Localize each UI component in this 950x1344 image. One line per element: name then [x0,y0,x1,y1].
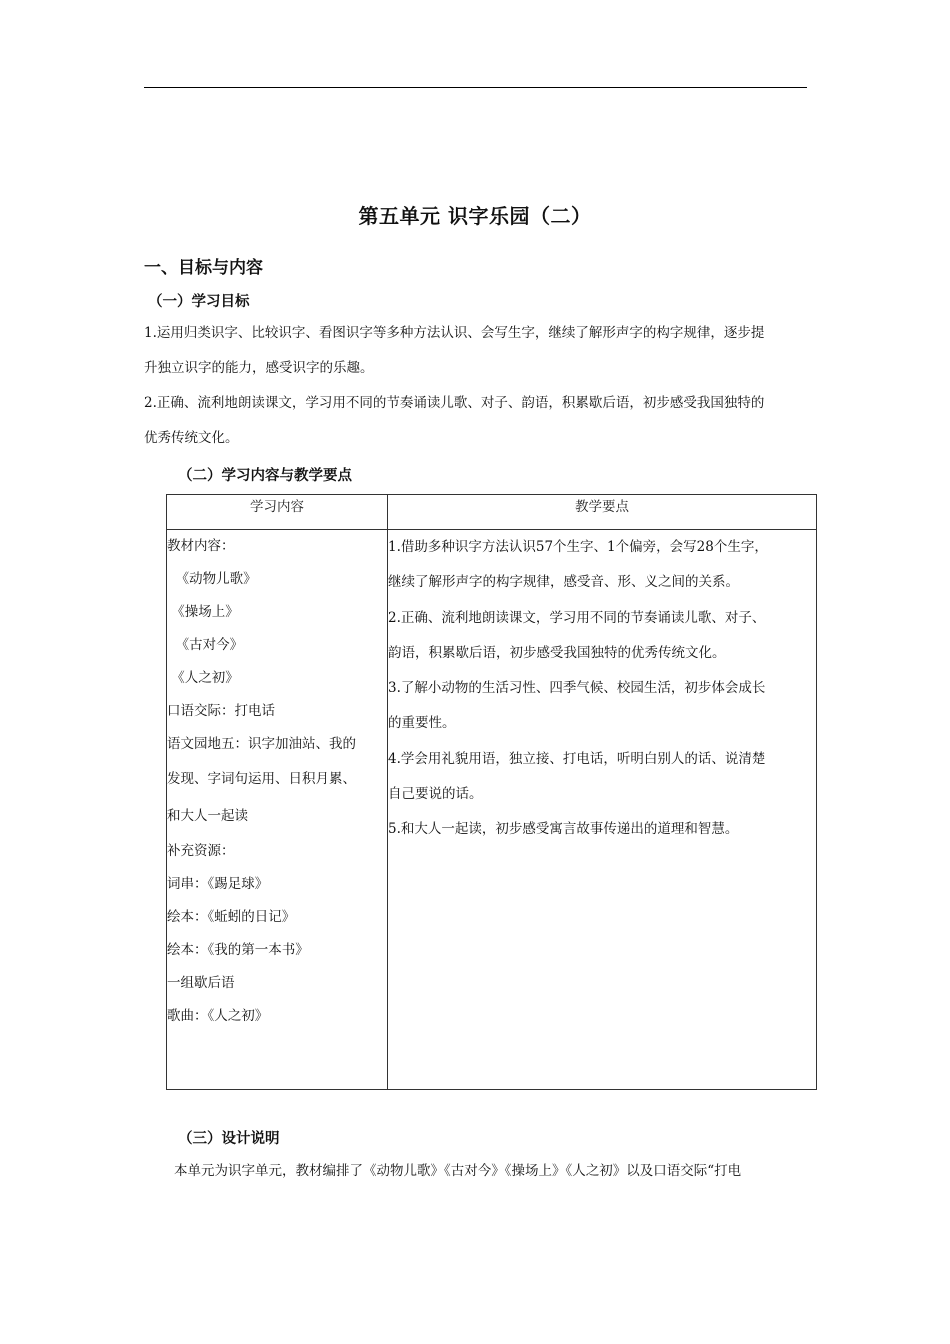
subheading-design-notes: （三）设计说明 [178,1131,280,1147]
goal-1 [144,316,809,386]
point-line: 继续了解形声字的构字规律，感受音、形、义之间的关系。 [388,574,739,591]
point-line: 3.了解小动物的生活习性、四季气候、校园生活，初步体会成长 [388,680,766,697]
content-line: 歌曲：《人之初》 [167,1008,269,1024]
content-line: 《人之初》 [167,670,239,686]
subheading-learning-goals: （一）学习目标 [148,294,250,310]
content-line: 绘本：《我的第一本书》 [167,942,309,958]
point-line: 4.学会用礼貌用语，独立接、打电话，听明白别人的话、说清楚 [388,750,766,767]
content-line: 《操场上》 [167,604,239,620]
content-line: 《古对今》 [167,637,244,653]
content-line: 绘本：《蚯蚓的日记》 [167,909,296,925]
content-line: 教材内容： [167,538,235,554]
content-line: 口语交际：打电话 [167,703,275,719]
table-header-row [167,495,817,530]
content-line: 一组歇后语 [167,975,235,991]
table-row [167,530,817,1090]
table-header-teaching-points: 教学要点 [388,495,817,530]
header-rule [144,87,807,88]
teaching-points-cell [388,530,817,1090]
learning-content-cell [167,530,388,1090]
point-line: 2.正确、流利地朗读课文，学习用不同的节奏诵读儿歌、对子、 [388,609,766,626]
page-title: 第五单元 识字乐园（二） [358,204,592,228]
table-header-learning-content: 学习内容 [167,495,388,530]
point-line: 5.和大人一起读，初步感受寓言故事传递出的道理和智慧。 [388,821,739,838]
section-heading-goals-content: 一、目标与内容 [144,258,263,278]
goal-1-line-2: 升独立识字的能力，感受识字的乐趣。 [144,360,374,376]
design-notes-text: 本单元为识字单元，教材编排了《动物儿歌》《古对今》《操场上》《人之初》以及口语交际“打电 [174,1163,742,1179]
content-line: 补充资源： [167,843,235,859]
point-line: 1.借助多种识字方法认识57个生字、1个偏旁，会写28个生字， [388,539,768,555]
point-line: 自己要说的话。 [388,786,483,803]
content-line: 发现、字词句运用、日积月累、 [167,771,356,787]
content-table [166,494,817,1090]
content-line: 《动物儿歌》 [167,571,257,587]
content-line: 词串：《踢足球》 [167,876,269,892]
content-line: 和大人一起读 [167,808,248,824]
goal-2 [144,386,809,456]
subheading-content-and-points: （二）学习内容与教学要点 [178,468,352,484]
goal-2-line-2: 优秀传统文化。 [144,430,239,446]
goal-1-line-1: 1.运用归类识字、比较识字、看图识字等多种方法认识、会写生字，继续了解形声字的构字规律，逐步提 [144,325,765,341]
goal-2-line-1: 2.正确、流利地朗读课文，学习用不同的节奏诵读儿歌、对子、韵语，积累歇后语，初步感受我国独特的 [144,395,765,411]
point-line: 的重要性。 [388,715,456,732]
content-line: 语文园地五：识字加油站、我的 [167,736,356,752]
point-line: 韵语，积累歇后语，初步感受我国独特的优秀传统文化。 [388,644,726,661]
